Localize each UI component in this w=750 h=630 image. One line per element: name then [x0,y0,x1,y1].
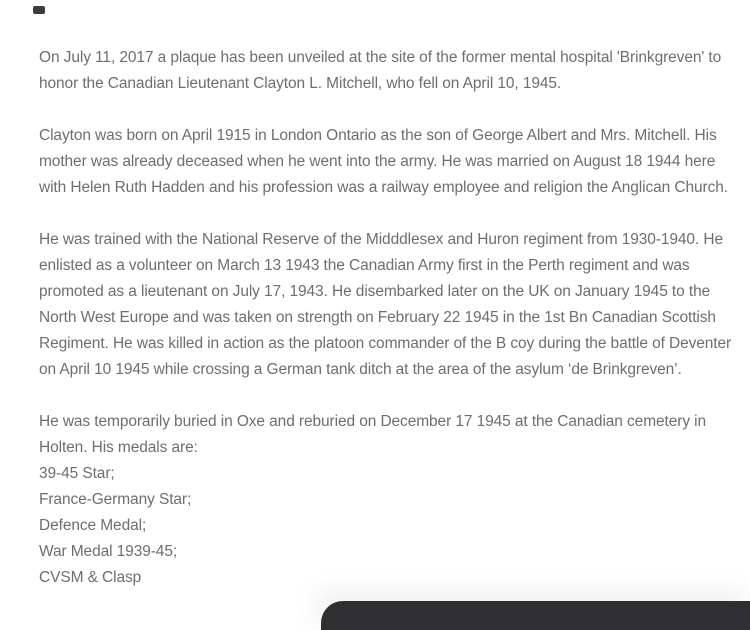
text-line: promoted as a lieutenant on July 17, 1943. He disembarked later on the UK on January 1945 to the [39,283,711,300]
paragraph [39,123,739,201]
paragraph [39,227,739,383]
corner-mark [33,6,45,14]
paragraph [39,409,739,461]
article [39,45,739,591]
text-line: Regiment. He was killed in action as the platoon commander of the B coy during the battle of Deventer [39,335,732,352]
text-line: North West Europe and was taken on strength on February 22 1945 in the 1st Bn Canadian Scottish [39,309,716,326]
text-line: 39-45 Star; [39,465,115,482]
text-line: Clayton was born on April 1915 in London Ontario as the son of George Albert and Mrs. Mitchell. His [39,127,717,144]
text-line: with Helen Ruth Hadden and his profession was a railway employee and religion the Anglican Church. [39,179,728,196]
text-line: He was trained with the National Reserve of the Midddlesex and Huron regiment from 1930-1940. He [39,231,723,248]
text-line: CVSM & Clasp [39,569,142,586]
medal-list [39,461,739,591]
text-line: Holten. His medals are: [39,439,198,456]
text-line: enlisted as a volunteer on March 13 1943 the Canadian Army first in the Perth regiment and was [39,257,690,274]
text-line: On July 11, 2017 a plaque has been unveiled at the site of the former mental hospital 'Brinkgreven' to [39,49,722,66]
text-line: honor the Canadian Lieutenant Clayton L. Mitchell, who fell on April 10, 1945. [39,75,562,92]
text-line: mother was already deceased when he went into the army. He was married on August 18 1944 here [39,153,716,170]
text-line: War Medal 1939-45; [39,543,178,560]
text-line: France-Germany Star; [39,491,192,508]
text-line: on April 10 1945 while crossing a German tank ditch at the area of the asylum ‘de Brinkgreven’. [39,361,682,378]
text-line: He was temporarily buried in Oxe and reburied on December 17 1945 at the Canadian cemetery in [39,413,707,430]
paragraph [39,45,739,97]
text-line: Defence Medal; [39,517,147,534]
